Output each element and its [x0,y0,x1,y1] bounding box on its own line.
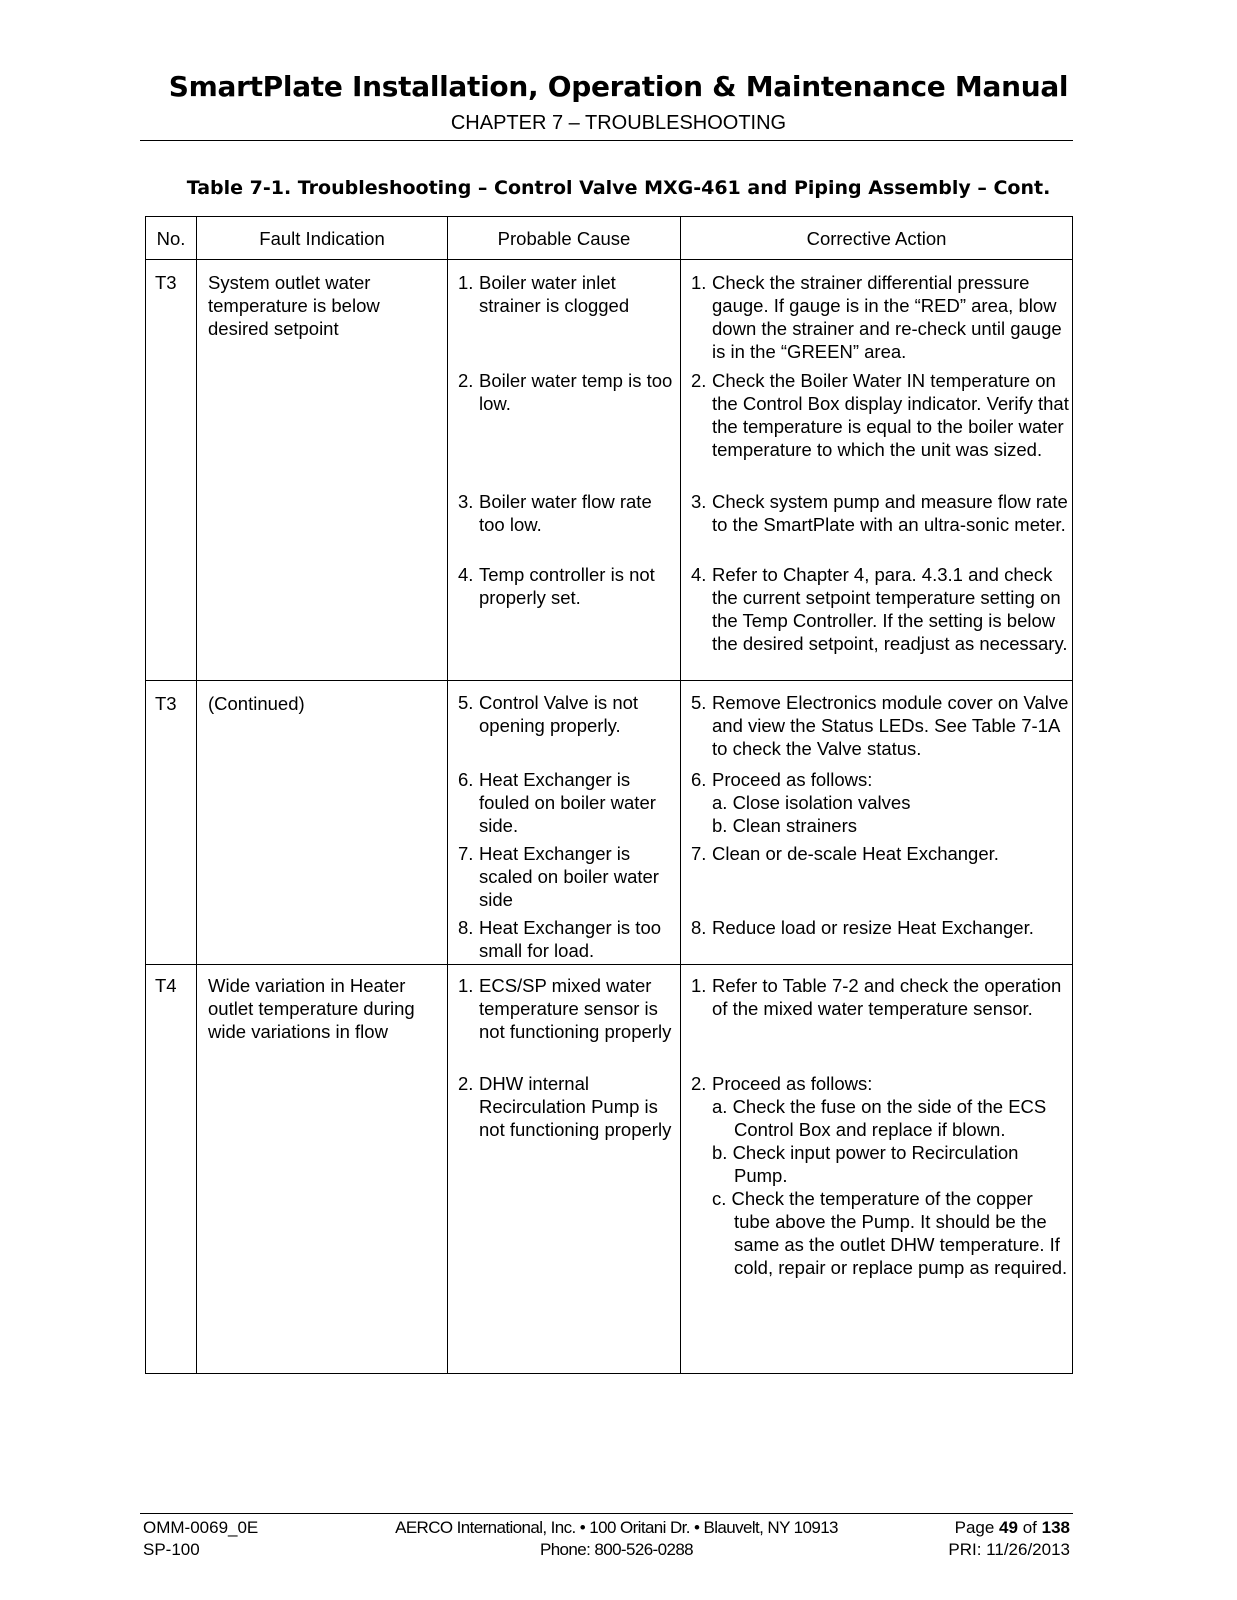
column-header-cause: Probable Cause [448,217,681,260]
revision-date: PRI: 11/26/2013 [948,1540,1070,1559]
manual-title: SmartPlate Installation, Operation & Maintenance Manual [168,70,1069,103]
company-phone: Phone: 800-526-0288 [539,1540,694,1559]
action-subitem: a. Close isolation valves [712,792,911,813]
cause-item: 2. DHW internal Recirculation Pump is not functioning properly [458,1073,672,1140]
cause-item: 8. Heat Exchanger is too small for load. [458,917,662,961]
table-row [146,260,1073,358]
cause-item: 1. Boiler water inlet strainer is clogged [458,272,630,316]
document-id: OMM-0069_0E [143,1518,259,1537]
fault-indication: (Continued) [197,681,448,965]
action-item: 5. Remove Electronics module cover on Valve and view the Status LEDs. See Table 7-1A to check the Valve status. [691,692,1069,759]
fault-number: T3 [146,260,197,681]
page-number: Page 49 of 138 [954,1518,1070,1537]
troubleshooting-table [145,216,1073,1374]
fault-indication: System outlet water temperature is below desired setpoint [197,260,448,681]
fault-number: T3 [146,681,197,965]
column-header-fault: Fault Indication [197,217,448,260]
action-item: 7. Clean or de-scale Heat Exchanger. [691,843,999,864]
action-subitem: a. Check the fuse on the side of the ECS Control Box and replace if blown. [712,1096,1047,1140]
cause-item: 1. ECS/SP mixed water temperature sensor is not functioning properly [458,975,672,1042]
footer-center [300,1517,933,1561]
column-header-no: No. [146,217,197,260]
action-item: 1. Refer to Table 7-2 and check the operation of the mixed water temperature sensor. [691,975,1062,1019]
fault-number: T4 [146,965,197,1374]
action-item: 2. Check the Boiler Water IN temperature on the Control Box display indicator. Verify that the temperature is equal to the boiler water temperature to which the unit was sized. [691,370,1069,460]
action-subitem: b. Check input power to Recirculation Pump. [712,1142,1019,1186]
action-item: 4. Refer to Chapter 4, para. 4.3.1 and check the current setpoint temperature setting on the Temp Controller. If the setting is below the desired setpoint, readjust as necessary. [691,564,1068,654]
footer-divider [140,1513,1073,1514]
cause-item: 6. Heat Exchanger is fouled on boiler water side. [458,769,656,836]
action-item: 6. Proceed as follows: a. Close isolation valves b. Clean strainers [681,765,1072,839]
cause-item: 4. Temp controller is not properly set. [458,564,655,608]
table-row [146,965,1073,1071]
action-subitem: b. Clean strainers [712,815,857,836]
chapter-title: CHAPTER 7 – TROUBLESHOOTING [450,112,787,134]
footer-right [948,1517,1070,1561]
cause-item: 7. Heat Exchanger is scaled on boiler water side [458,843,659,910]
action-item: 3. Check system pump and measure flow rate to the SmartPlate with an ultra-sonic meter. [691,491,1068,535]
action-subitem: c. Check the temperature of the copper tube above the Pump. It should be the same as the outlet DHW temperature. If cold, repair or replace pump as required. [712,1188,1068,1278]
footer-left [143,1517,258,1561]
table-caption: Table 7-1. Troubleshooting – Control Valve MXG-461 and Piping Assembly – Cont. [186,177,1051,199]
action-item: 2. Proceed as follows: a. Check the fuse on the side of the ECS Control Box and replace if blown. b. Check input power to Recirculation Pump. c. Check the temperature of the copper tube above the Pump. It should be the same as the outlet DHW temperature. If cold, repair or replace pump as required. [681,1070,1072,1373]
action-item: 8. Reduce load or resize Heat Exchanger. [691,917,1034,938]
header-divider [140,140,1073,141]
company-address: AERCO International, Inc. • 100 Oritani Dr. • Blauvelt, NY 10913 [395,1518,838,1537]
table-header-row [146,217,1073,260]
table-row [146,681,1073,766]
action-item: 1. Check the strainer differential pressure gauge. If gauge is in the “RED” area, blow down the strainer and re-check until gauge is in the “GREEN” area. [691,272,1062,362]
fault-indication: Wide variation in Heater outlet temperature during wide variations in flow [197,965,448,1374]
column-header-action: Corrective Action [681,217,1073,260]
cause-item: 3. Boiler water flow rate too low. [458,491,652,535]
model-number: SP-100 [143,1540,200,1559]
cause-item: 5. Control Valve is not opening properly. [458,692,639,736]
cause-item: 2. Boiler water temp is too low. [458,370,673,414]
